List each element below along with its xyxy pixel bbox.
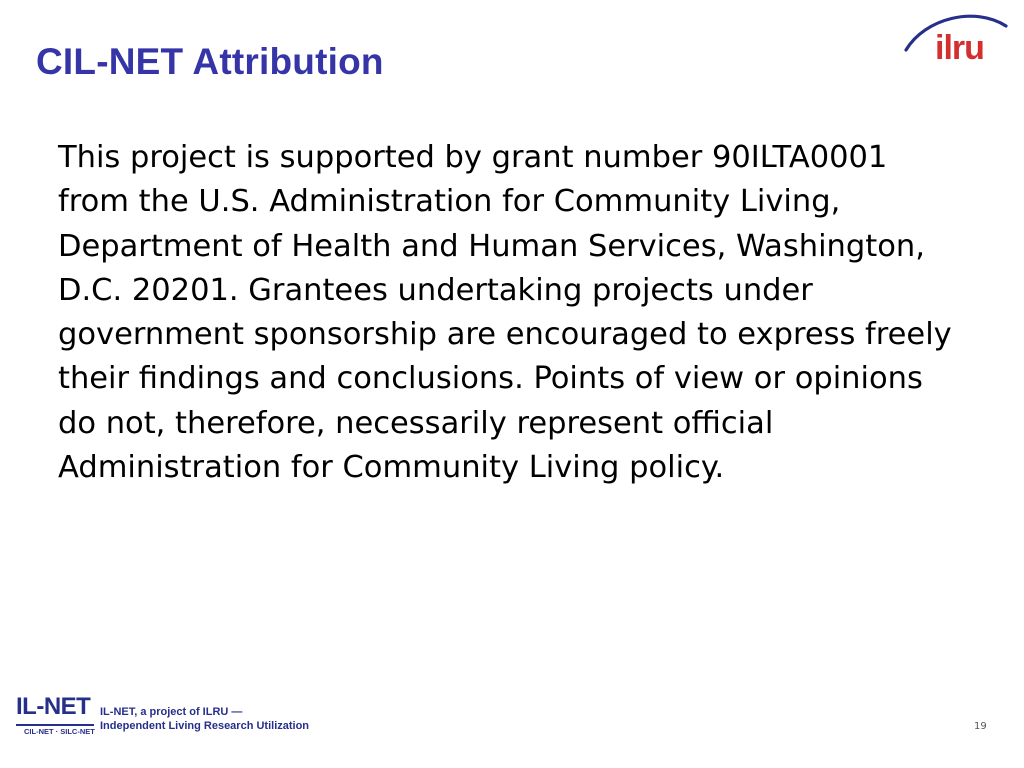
il-net-logo-text: IL-NET: [16, 693, 91, 720]
attribution-body: This project is supported by grant number 90ILTA0001 from the U.S. Administration for Community Living, Department of Health and Human Services, Washington, D.C. 20201. Grantees undertaking projects under government sponsorship are encouraged to express freely their findings and conclusions. Points of view or opinions do not, therefore, necessarily represent official Administration for Community Living policy.: [58, 140, 952, 486]
ilru-logo: [903, 8, 1009, 66]
footer-tagline: [100, 705, 309, 733]
slide-title: CIL-NET Attribution: [36, 41, 384, 82]
footer-tagline-line2: Independent Living Research Utilization: [100, 720, 310, 732]
ilru-logo-text: ilru: [935, 29, 984, 66]
footer-tagline-line1: IL-NET, a project of ILRU —: [100, 706, 243, 718]
il-net-logo: [14, 694, 94, 740]
il-net-logo-subtext: CIL-NET · SILC-NET: [24, 727, 95, 736]
il-net-logo-rule: [16, 724, 94, 726]
page-number: 19: [974, 721, 987, 732]
